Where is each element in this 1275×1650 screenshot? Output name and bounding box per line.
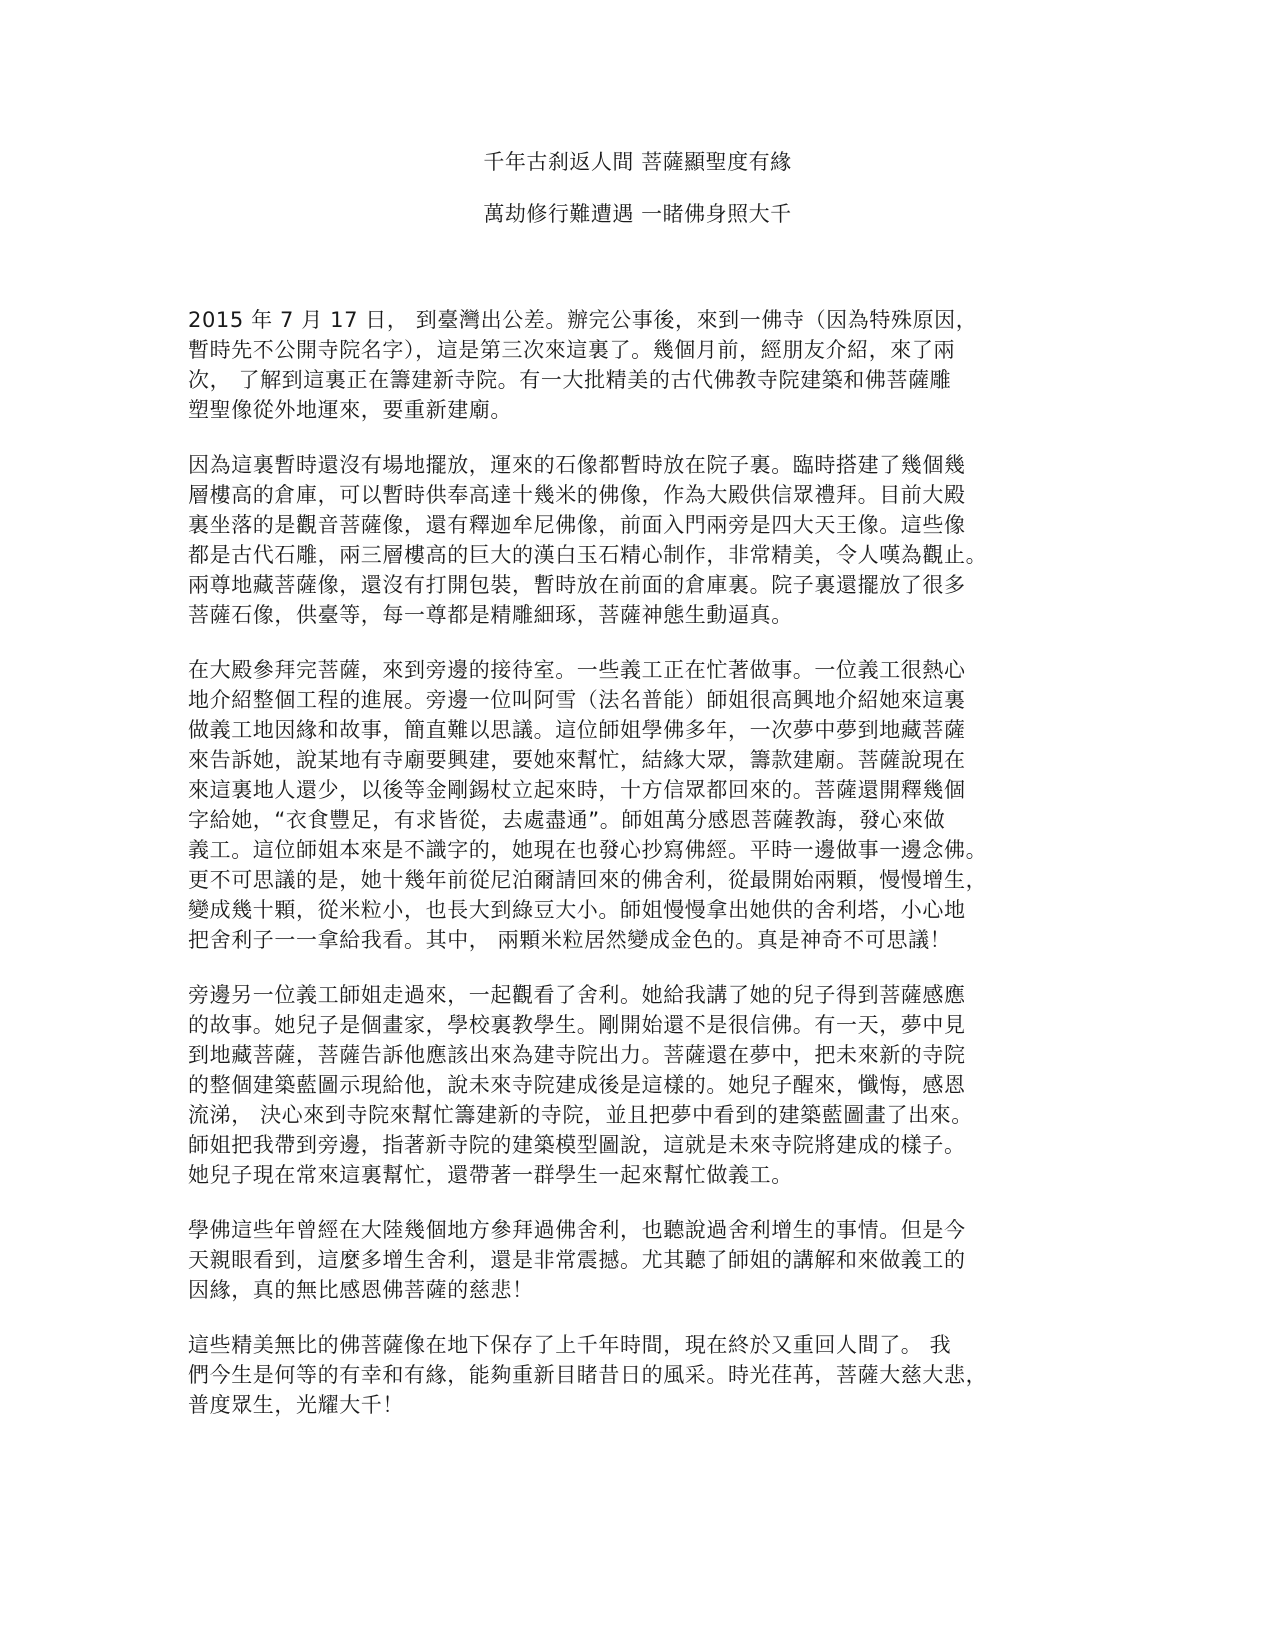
paragraph-4 <box>188 980 1088 1190</box>
paragraph-3 <box>188 655 1088 955</box>
paragraph-line: 普度眾生，光耀大千！ <box>188 1393 404 1417</box>
paragraph-line: 學佛這些年曾經在大陸幾個地方參拜過佛舍利，也聽說過舍利增生的事情。但是今 <box>188 1218 966 1242</box>
paragraph-line: 地介紹整個工程的進展。旁邊一位叫阿雪（法名普能）師姐很高興地介紹她來這裏 <box>188 688 966 712</box>
paragraph-line: 來告訴她，說某地有寺廟要興建，要她來幫忙，結緣大眾，籌款建廟。菩薩說現在 <box>188 748 966 772</box>
paragraph-line: 在大殿參拜完菩薩，來到旁邊的接待室。一些義工正在忙著做事。一位義工很熱心 <box>188 658 966 682</box>
paragraph-1 <box>188 305 1088 425</box>
paragraph-2 <box>188 450 1088 630</box>
paragraph-line: 字給她，“衣食豐足，有求皆從，去處盡通”。師姐萬分感恩菩薩教誨，發心來做 <box>188 808 946 832</box>
paragraph-line: 兩尊地藏菩薩像，還沒有打開包裝，暫時放在前面的倉庫裏。院子裏還擺放了很多 <box>188 573 966 597</box>
paragraph-line: 的整個建築藍圖示現給他，說未來寺院建成後是這樣的。她兒子醒來，懺悔，感恩 <box>188 1073 966 1097</box>
paragraph-line: 做義工地因緣和故事，簡直難以思議。這位師姐學佛多年，一次夢中夢到地藏菩薩 <box>188 718 966 742</box>
paragraph-line: 旁邊另一位義工師姐走過來，一起觀看了舍利。她給我講了她的兒子得到菩薩感應 <box>188 983 966 1007</box>
paragraph-line: 師姐把我帶到旁邊，指著新寺院的建築模型圖說，這就是未來寺院將建成的樣子。 <box>188 1133 966 1157</box>
article-body <box>188 305 1088 1445</box>
title-block <box>0 147 1275 251</box>
paragraph-line: 們今生是何等的有幸和有緣，能夠重新目睹昔日的風采。時光荏苒，菩薩大慈大悲， <box>188 1363 988 1387</box>
paragraph-line: 更不可思議的是，她十幾年前從尼泊爾請回來的佛舍利，從最開始兩顆，慢慢增生， <box>188 868 988 892</box>
paragraph-line: 因緣，真的無比感恩佛菩薩的慈悲！ <box>188 1278 534 1302</box>
paragraph-line: 這些精美無比的佛菩薩像在地下保存了上千年時間，現在終於又重回人間了。 我 <box>188 1333 952 1357</box>
paragraph-line: 菩薩石像，供臺等，每一尊都是精雕細琢，菩薩神態生動逼真。 <box>188 603 793 627</box>
paragraph-line: 裏坐落的是觀音菩薩像，還有釋迦牟尼佛像，前面入門兩旁是四大天王像。這些像 <box>188 513 966 537</box>
paragraph-line: 的故事。她兒子是個畫家，學校裏教學生。剛開始還不是很信佛。有一天，夢中見 <box>188 1013 966 1037</box>
title-line-2: 萬劫修行難遭遇 一睹佛身照大千 <box>483 202 792 226</box>
paragraph-line: 2015 年 7 月 17 日， 到臺灣出公差。辦完公事後，來到一佛寺（因為特殊原因， <box>188 308 978 332</box>
paragraph-5 <box>188 1215 1088 1305</box>
paragraph-line: 變成幾十顆，從米粒小，也長大到綠豆大小。師姐慢慢拿出她供的舍利塔，小心地 <box>188 898 966 922</box>
paragraph-line: 天親眼看到，這麼多增生舍利，還是非常震撼。尤其聽了師姐的講解和來做義工的 <box>188 1248 966 1272</box>
paragraph-line: 次， 了解到這裏正在籌建新寺院。有一大批精美的古代佛教寺院建築和佛菩薩雕 <box>188 368 952 392</box>
paragraph-line: 到地藏菩薩，菩薩告訴他應該出來為建寺院出力。菩薩還在夢中，把未來新的寺院 <box>188 1043 966 1067</box>
paragraph-line: 層樓高的倉庫，可以暫時供奉高達十幾米的佛像，作為大殿供信眾禮拜。目前大殿 <box>188 483 966 507</box>
paragraph-line: 暫時先不公開寺院名字），這是第三次來這裏了。幾個月前，經朋友介紹，來了兩 <box>188 338 956 362</box>
paragraph-line: 她兒子現在常來這裏幫忙，還帶著一群學生一起來幫忙做義工。 <box>188 1163 793 1187</box>
paragraph-line: 來這裏地人還少，以後等金剛錫杖立起來時，十方信眾都回來的。菩薩還開釋幾個 <box>188 778 966 802</box>
paragraph-line: 義工。這位師姐本來是不識字的，她現在也發心抄寫佛經。平時一邊做事一邊念佛。 <box>188 838 988 862</box>
paragraph-line: 流涕， 決心來到寺院來幫忙籌建新的寺院，並且把夢中看到的建築藍圖畫了出來。 <box>188 1103 973 1127</box>
paragraph-line: 都是古代石雕，兩三層樓高的巨大的漢白玉石精心制作，非常精美，令人嘆為觀止。 <box>188 543 988 567</box>
paragraph-line: 因為這裏暫時還沒有場地擺放，運來的石像都暫時放在院子裏。臨時搭建了幾個幾 <box>188 453 966 477</box>
paragraph-6 <box>188 1330 1088 1420</box>
title-line-1: 千年古刹返人間 菩薩顯聖度有緣 <box>483 150 792 174</box>
paragraph-line: 塑聖像從外地運來，要重新建廟。 <box>188 398 512 422</box>
paragraph-line: 把舍利子一一拿給我看。其中， 兩顆米粒居然變成金色的。真是神奇不可思議！ <box>188 928 952 952</box>
